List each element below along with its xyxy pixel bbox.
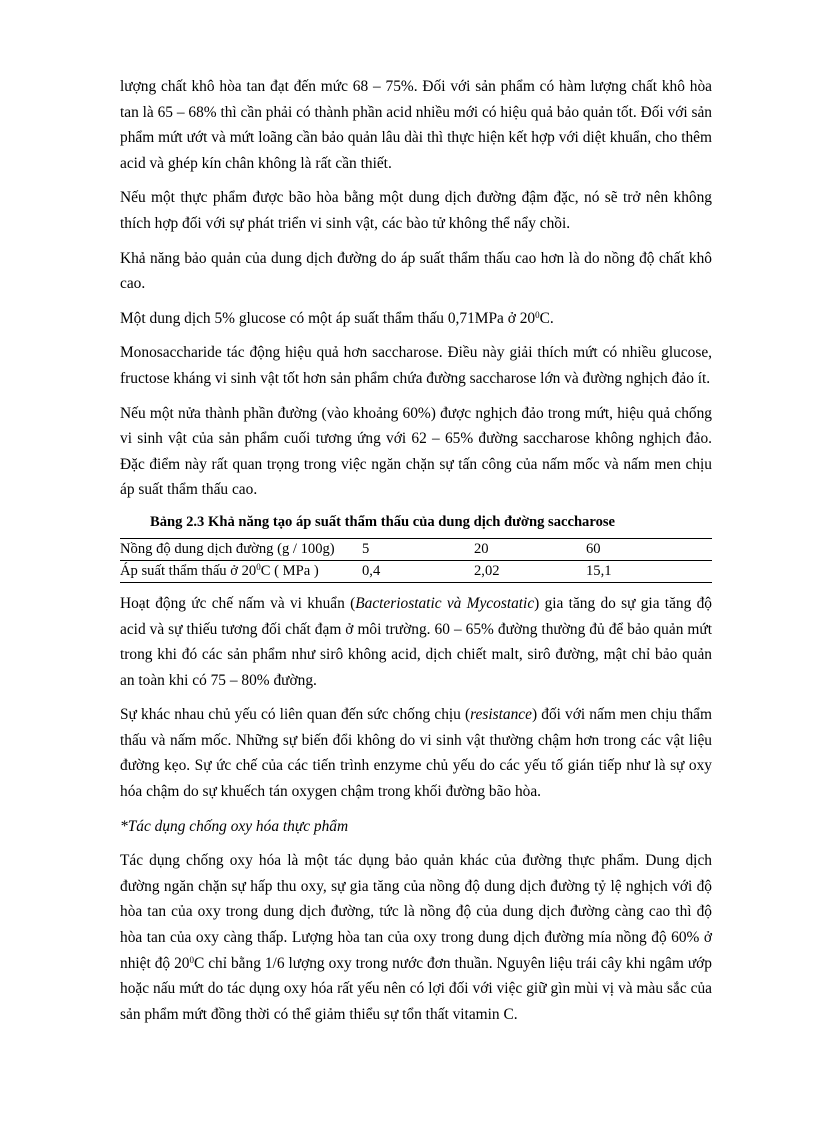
table-cell: 2,02	[474, 560, 586, 582]
table-row	[120, 538, 712, 560]
paragraph-4-tail: C.	[539, 309, 554, 327]
paragraph-10-text: Tác dụng chống oxy hóa là một tác dụng bảo quản khác của đường thực phẩm. Dung dịch đường ngăn chặn sự hấp thu oxy, sự gia tăng của nồng độ dung dịch đường tỷ lệ nghịch với độ hòa tan của oxy trong dung dịch đường, tức là nồng độ của dung dịch đường càng cao thì độ hòa tan của oxy càng thấp. Lượng hòa tan của oxy trong dung dịch đường mía nồng độ 60% ở nhiệt độ 20	[120, 852, 712, 972]
paragraph-8-italic: resistance	[470, 706, 532, 724]
paragraph-10-tail: C chỉ bằng 1/6 lượng oxy trong nước đơn thuần. Nguyên liệu trái cây khi ngâm ướp hoặc nấu mứt do tác dụng oxy hóa rất yếu nên có lợi đối với việc giữ gìn mùi vị và màu sắc của sản phẩm mứt đồng thời có thể giảm thiểu sự tổn thất vitamin C.	[120, 954, 712, 1023]
row-label: Nồng độ dung dịch đường (g / 100g)	[120, 538, 362, 560]
paragraph-8	[120, 702, 712, 804]
table-cell: 20	[474, 538, 586, 560]
row-label-unit: C ( MPa )	[260, 562, 319, 579]
paragraph-3: Khả năng bảo quản của dung dịch đường do áp suất thẩm thấu cao hơn là do nồng độ chất khô cao.	[120, 249, 712, 293]
row-label	[120, 560, 362, 582]
document-body	[120, 74, 712, 1036]
paragraph-7-italic: Bacteriostatic và Mycostatic	[355, 594, 535, 612]
table-cell: 0,4	[362, 560, 474, 582]
table-row	[120, 560, 712, 582]
table-cell: 15,1	[586, 560, 712, 582]
table-cell: 5	[362, 538, 474, 560]
paragraph-8-text: Sự khác nhau chủ yếu có liên quan đến sức chống chịu (	[120, 706, 471, 724]
osmotic-pressure-table	[120, 538, 712, 583]
paragraph-10	[120, 848, 712, 1027]
row-label-text: Áp suất thẩm thấu ở 20	[120, 562, 257, 579]
degree-superscript: 0	[256, 561, 261, 572]
table-cell: 60	[586, 538, 712, 560]
degree-superscript: 0	[535, 309, 540, 320]
paragraph-8-tail: ) đối với nấm men chịu thẩm thấu và nấm mốc. Những sự biến đổi không do vi sinh vật thường chậm hơn trong các vật liệu đường kẹo. Sự ức chế của các tiến trình enzyme chủ yếu do các yếu tố gián tiếp như là sự oxy hóa chậm do sự khuếch tán oxygen chậm trong khối đường bão hòa.	[120, 706, 712, 801]
paragraph-5: Monosaccharide tác động hiệu quả hơn saccharose. Điều này giải thích mứt có nhiều glucose, fructose kháng vi sinh vật tốt hơn sản phẩm chứa đường saccharose lớn và đường nghịch đảo ít.	[120, 344, 712, 387]
paragraph-7-text: Hoạt động ức chế nấm và vi khuẩn (	[120, 594, 356, 612]
section-subheading: *Tác dụng chống oxy hóa thực phẩm	[120, 817, 349, 835]
paragraph-1: lượng chất khô hòa tan đạt đến mức 68 – 75%. Đối với sản phẩm có hàm lượng chất khô hòa tan là 65 – 68% thì cần phải có thành phần acid nhiều mới có hiệu quả bảo quản tốt. Đối với sản phẩm mứt ướt và mứt loãng cần bảo quản lâu dài thì thực hiện kết hợp với diệt khuẩn, cho thêm acid và ghép kín chân không là rất cần thiết.	[120, 78, 712, 172]
paragraph-7-tail: ) gia tăng do sự gia tăng độ acid và sự thiếu tương đối chất đạm ở môi trường. 60 – 65% đường thường đủ để bảo quản mứt trong khi đó các sản phẩm như sirô không acid, dịch chiết malt, sirô đường, mật chỉ bảo quản an toàn khi có 75 – 80% đường.	[120, 594, 712, 689]
paragraph-2: Nếu một thực phẩm được bão hòa bằng một dung dịch đường đậm đặc, nó sẽ trở nên không thích hợp đối với sự phát triển vi sinh vật, các bào tử không thể nẩy chồi.	[120, 189, 712, 232]
paragraph-6: Nếu một nửa thành phần đường (vào khoảng 60%) được nghịch đảo trong mứt, hiệu quả chống vi sinh vật của sản phẩm cuối tương ứng với 62 – 65% đường saccharose không nghịch đảo. Đặc điểm này rất quan trọng trong việc ngăn chặn sự tấn công của nấm mốc và nấm men chịu áp suất thẩm thấu cao.	[120, 404, 712, 499]
paragraph-4-text: Một dung dịch 5% glucose có một áp suất thẩm thấu 0,71MPa ở 20	[120, 309, 536, 327]
paragraph-4	[120, 306, 712, 332]
degree-superscript: 0	[189, 954, 194, 965]
paragraph-7	[120, 591, 712, 693]
table-caption: Bảng 2.3 Khả năng tạo áp suất thẩm thấu của dung dịch đường saccharose	[150, 513, 616, 530]
